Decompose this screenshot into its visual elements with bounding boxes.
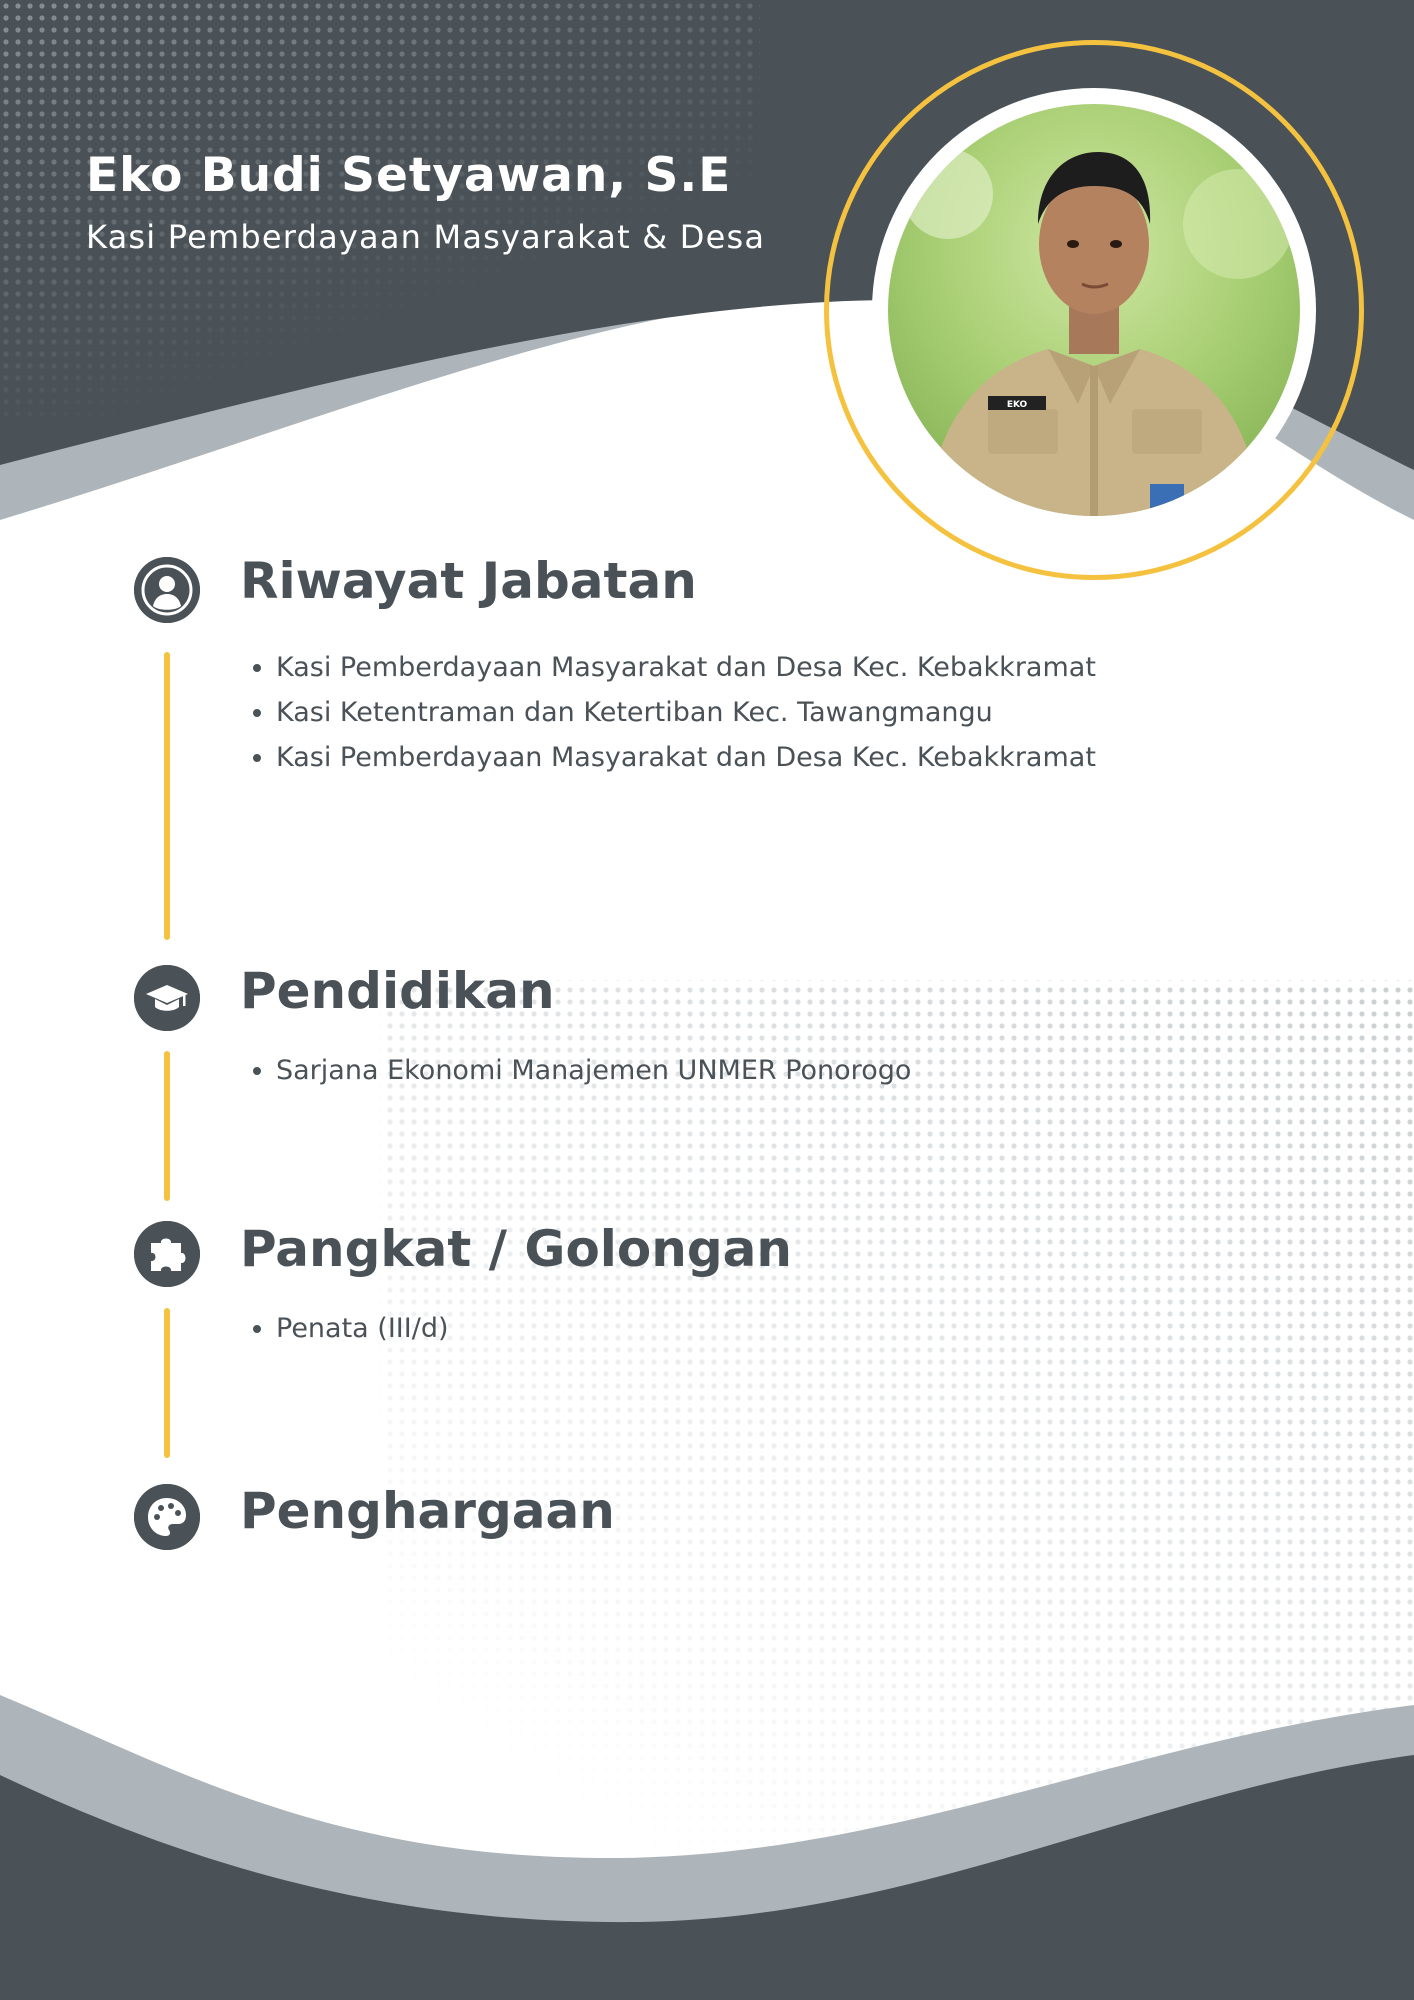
- person-name: Eko Budi Setyawan, S.E: [86, 148, 732, 203]
- person-role: Kasi Pemberdayaan Masyarakat & Desa: [86, 218, 766, 256]
- timeline-line: [164, 1308, 170, 1458]
- timeline-line: [164, 1051, 170, 1201]
- riwayat-jabatan-list: [240, 645, 1096, 780]
- timeline-line: [164, 652, 170, 940]
- name-badge-text: EKO: [1006, 400, 1028, 410]
- list-item: • Kasi Pemberdayaan Masyarakat dan Desa Kec. Kebakkramat: [276, 645, 1096, 690]
- list-item: • Sarjana Ekonomi Manajemen UNMER Ponorogo: [276, 1048, 911, 1093]
- graduation-cap-icon: [134, 965, 200, 1031]
- section-title-riwayat-jabatan: Riwayat Jabatan: [240, 552, 697, 610]
- list-item: • Kasi Pemberdayaan Masyarakat dan Desa Kec. Kebakkramat: [276, 735, 1096, 780]
- list-item: • Kasi Ketentraman dan Ketertiban Kec. Tawangmangu: [276, 690, 1096, 735]
- palette-icon: [134, 1484, 200, 1550]
- section-title-pendidikan: Pendidikan: [240, 962, 555, 1020]
- section-title-pangkat-golongan: Pangkat / Golongan: [240, 1220, 793, 1278]
- pangkat-golongan-list: [240, 1306, 449, 1351]
- list-item: • Penata (III/d): [276, 1306, 449, 1351]
- user-icon: [134, 557, 200, 623]
- profile-photo: [888, 104, 1300, 516]
- puzzle-piece-icon: [134, 1221, 200, 1287]
- pendidikan-list: [240, 1048, 911, 1093]
- section-title-penghargaan: Penghargaan: [240, 1482, 615, 1540]
- header-dot-pattern: [0, 0, 760, 420]
